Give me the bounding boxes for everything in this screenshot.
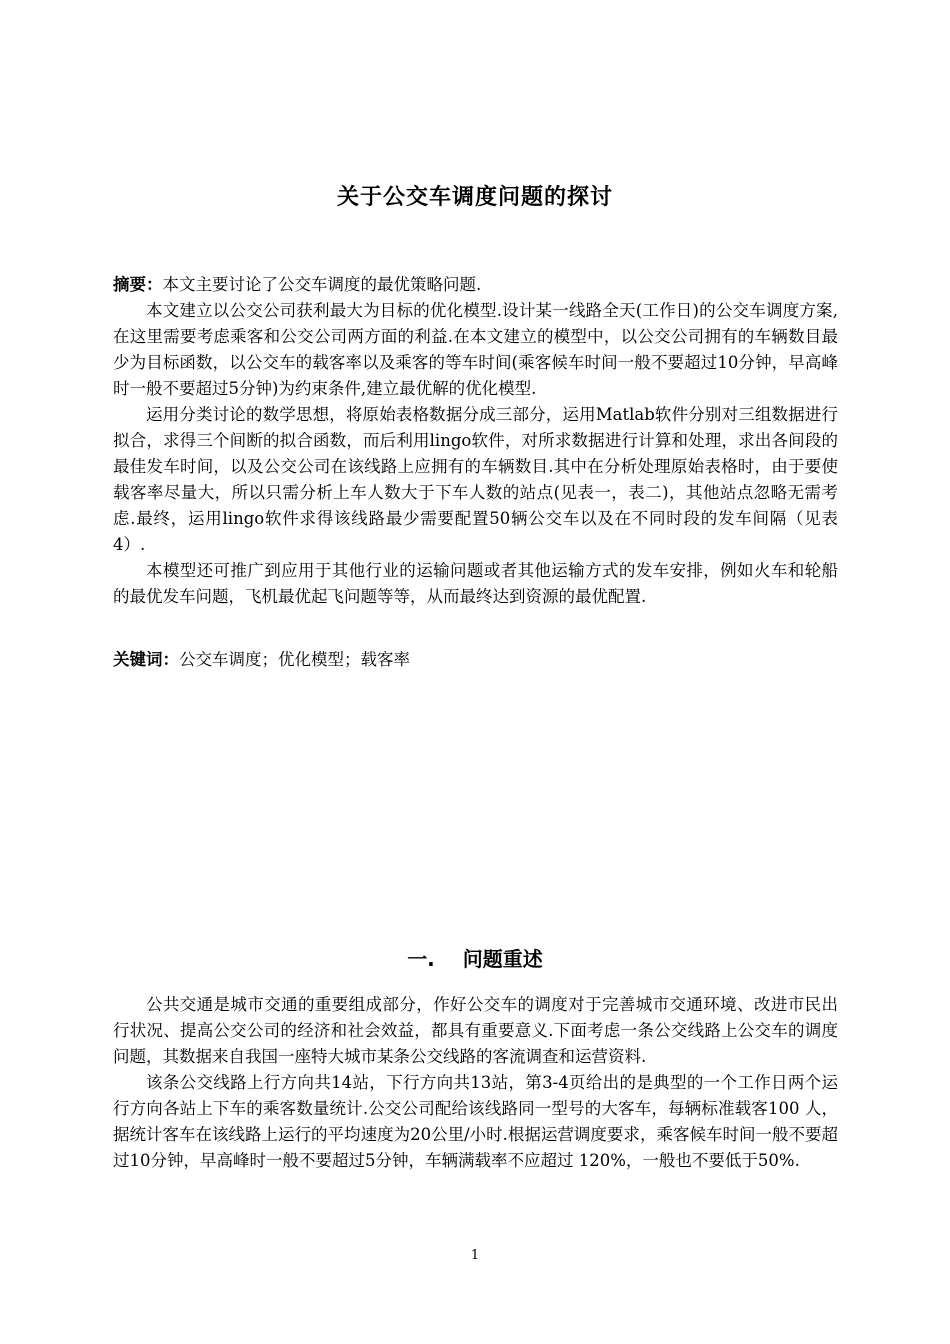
keywords-label: 关键词：	[113, 650, 179, 669]
abstract-lead-paragraph	[113, 272, 838, 298]
keywords-line	[113, 647, 838, 673]
body-paragraph: 该条公交线路上行方向共14站，下行方向共13站，第3-4页给出的是典型的一个工作日两个运行方向各站上下车的乘客数量统计.公交公司配给该线路同一型号的大客车，每辆标准载客100 人，据统计客车在该线路上运行的平均速度为20公里/小时.根据运营调度要求，乘客候车时间一般不要超过10分钟，早高峰时一般不要超过5分钟，车辆满载率不应超过 120%，一般也不要低于50%.	[113, 1073, 838, 1170]
abstract-paragraph: 本模型还可推广到应用于其他行业的运输问题或者其他运输方式的发车安排，例如火车和轮船的最优发车问题，飞机最优起飞问题等等，从而最终达到资源的最优配置.	[113, 561, 838, 606]
section-title: 问题重述	[462, 947, 543, 971]
paper-title: 关于公交车调度问题的探讨	[336, 185, 613, 210]
abstract-paragraph: 本文建立以公交公司获利最大为目标的优化模型.设计某一线路全天(工作日)的公交车调度方案,在这里需要考虑乘客和公交公司两方面的利益.在本文建立的模型中，以公交公司拥有的车辆数目最少为目标函数，以公交车的载客率以及乘客的等车时间(乘客候车时间一般不要超过10分钟，早高峰时一般不要超过5分钟)为约束条件,建立最优解的优化模型.	[113, 301, 838, 398]
section-body	[113, 992, 838, 1174]
abstract-label: 摘要：	[113, 275, 163, 294]
abstract-lead-text: 本文主要讨论了公交车调度的最优策略问题.	[162, 275, 482, 294]
section-heading	[0, 943, 950, 972]
abstract-paragraph: 运用分类讨论的数学思想，将原始表格数据分成三部分，运用Matlab软件分别对三组数据进行拟合，求得三个间断的拟合函数，而后利用lingo软件，对所求数据进行计算和处理，求出各间段的最佳发车时间，以及公交公司在该线路上应拥有的车辆数目.其中在分析处理原始表格时，由于要使载客率尽量大，所以只需分析上车人数大于下车人数的站点(见表一，表二)，其他站点忽略无需考虑.最终，运用lingo软件求得该线路最少需要配置50辆公交车以及在不同时段的发车间隔（见表4）.	[113, 405, 838, 554]
page-number: 1	[470, 1248, 480, 1263]
abstract-section	[113, 272, 838, 610]
keywords-section	[113, 647, 838, 673]
body-paragraph: 公共交通是城市交通的重要组成部分，作好公交车的调度对于完善城市交通环境、改进市民出行状况、提高公交公司的经济和社会效益，都具有重要意义.下面考虑一条公交线路上公交车的调度问题，其数据来自我国一座特大城市某条公交线路的客流调查和运营资料.	[113, 995, 838, 1066]
keywords-text: 公交车调度；优化模型；载客率	[179, 650, 410, 669]
section-number: 一.	[407, 947, 435, 971]
